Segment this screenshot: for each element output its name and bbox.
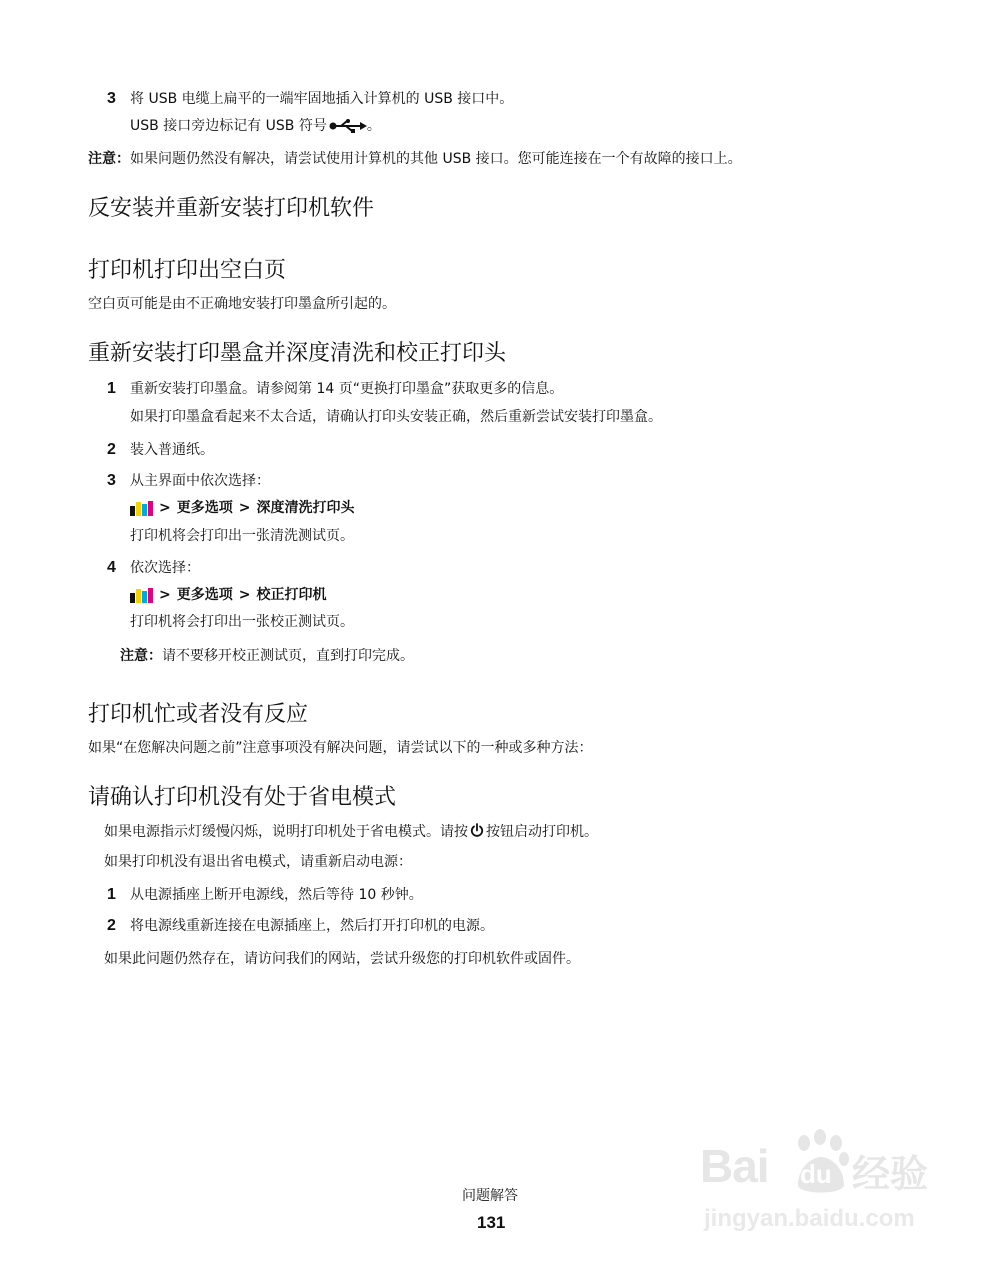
step-extra	[130, 117, 381, 135]
step-extra: 打印机将会打印出一张清洗测试页。	[130, 528, 354, 544]
step-text: 将电源线重新连接在电源插座上，然后打开打印机的电源。	[130, 918, 494, 934]
subsection-title-reinstall: 重新安装打印墨盒并深度清洗和校正打印头	[88, 341, 507, 366]
section-intro: 空白页可能是由不正确地安装打印墨盒所引起的。	[88, 296, 396, 312]
step-number: 1	[107, 380, 116, 397]
step-text: 依次选择：	[130, 560, 200, 576]
watermark-cn: 经验	[852, 1152, 929, 1196]
para-text: 按钮启动打印机。	[486, 824, 598, 840]
section-title-uninstall: 反安装并重新安装打印机软件	[88, 196, 375, 221]
baidu-watermark	[700, 1125, 940, 1245]
note	[120, 647, 414, 665]
step-text: 从电源插座上断开电源线，然后等待 10 秒钟。	[130, 887, 423, 903]
menu-item-more-options: 更多选项	[176, 587, 233, 603]
para-text: 如果电源指示灯缓慢闪烁，说明打印机处于省电模式。请按	[104, 824, 468, 840]
step-number: 1	[107, 886, 116, 903]
menu-path	[130, 586, 326, 604]
watermark-brand2: du	[800, 1159, 832, 1189]
step-text: 将 USB 电缆上扁平的一端牢固地插入计算机的 USB 接口中。	[130, 91, 514, 107]
step-number: 2	[107, 917, 116, 934]
menu-separator: >	[159, 500, 171, 516]
step-number: 3	[107, 472, 116, 489]
power-icon	[470, 823, 484, 838]
section-title-blank-page: 打印机打印出空白页	[88, 258, 287, 283]
menu-separator: >	[238, 500, 251, 516]
ink-cartridge-icon	[130, 588, 153, 603]
usb-icon	[329, 119, 367, 133]
menu-item-more-options: 更多选项	[176, 500, 233, 516]
footer-section: 问题解答	[462, 1188, 518, 1204]
menu-item-deep-clean: 深度清洗打印头	[256, 500, 355, 516]
step-number: 2	[107, 441, 116, 458]
note-text: 如果问题仍然没有解决，请尝试使用计算机的其他 USB 接口。您可能连接在一个有故障的接口上。	[130, 151, 742, 167]
menu-item-align: 校正打印机	[256, 587, 327, 603]
menu-separator: >	[238, 587, 251, 603]
section-title-busy: 打印机忙或者没有反应	[88, 702, 309, 727]
subsection-title-power-save: 请确认打印机没有处于省电模式	[88, 785, 397, 810]
watermark-brand: Bai	[700, 1140, 769, 1192]
step-extra: 如果打印墨盒看起来不太合适，请确认打印头安装正确，然后重新尝试安装打印墨盒。	[130, 409, 662, 425]
usb-symbol-end: 。	[366, 118, 381, 134]
note-label: 注意：	[88, 151, 130, 167]
ink-cartridge-icon	[130, 501, 153, 516]
note-text: 请不要移开校正测试页，直到打印完成。	[162, 648, 414, 664]
step-number: 3	[107, 90, 116, 107]
step-text: 从主界面中依次选择：	[130, 473, 270, 489]
usb-symbol-text: USB 接口旁边标记有 USB 符号	[130, 118, 327, 134]
note	[88, 150, 742, 168]
paragraph-power-light	[104, 823, 598, 841]
step-text: 装入普通纸。	[130, 442, 214, 458]
step-extra: 打印机将会打印出一张校正测试页。	[130, 614, 354, 630]
paragraph-restart: 如果打印机没有退出省电模式，请重新启动电源：	[104, 854, 412, 870]
section-intro: 如果“在您解决问题之前”注意事项没有解决问题，请尝试以下的一种或多种方法：	[88, 740, 593, 756]
note-label: 注意：	[120, 648, 162, 664]
page-number: 131	[477, 1213, 506, 1232]
step-number: 4	[107, 559, 116, 576]
watermark-url: jingyan.baidu.com	[704, 1205, 915, 1232]
menu-path	[130, 499, 354, 517]
paragraph-visit-website: 如果此问题仍然存在，请访问我们的网站，尝试升级您的打印机软件或固件。	[104, 951, 580, 967]
step-text: 重新安装打印墨盒。请参阅第 14 页“更换打印墨盒”获取更多的信息。	[130, 381, 564, 397]
menu-separator: >	[159, 587, 171, 603]
